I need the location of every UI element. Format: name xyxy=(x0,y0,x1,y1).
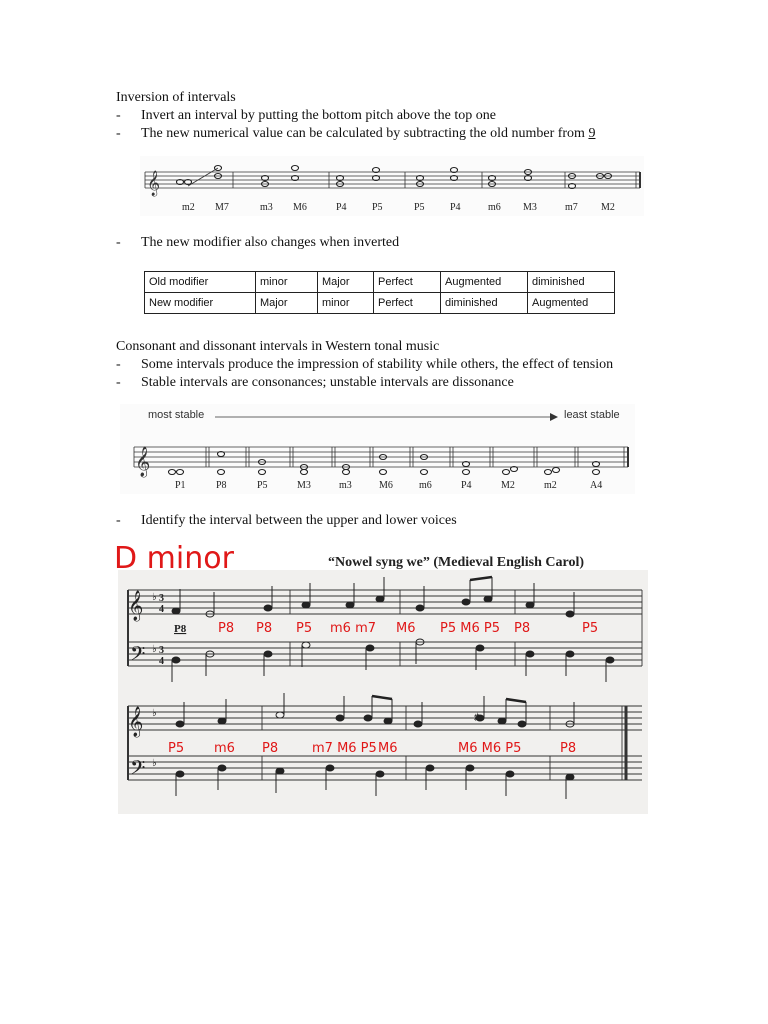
bullet-dash: - xyxy=(116,375,121,390)
flat-icon: ♭ xyxy=(152,592,157,603)
treble-clef-icon: 𝄞 xyxy=(128,707,144,736)
modifier-table-wrap xyxy=(144,271,615,314)
interval-label: A4 xyxy=(590,480,603,491)
interval-label: m6 xyxy=(488,202,501,213)
bullet-invert xyxy=(116,107,736,125)
most-stable-label: most stable xyxy=(148,409,205,421)
interval-label: P8 xyxy=(216,480,227,491)
treble-clef-icon: 𝄞 xyxy=(128,591,144,620)
interval-label: P1 xyxy=(175,480,186,491)
time-signature: 4 xyxy=(159,656,164,667)
interval-label: m7 xyxy=(565,202,578,213)
table-cell: minor xyxy=(318,293,374,314)
treble-clef-icon: 𝄞 xyxy=(147,170,161,195)
handwritten-annotation: M6 xyxy=(378,741,398,756)
table-cell: Augmented xyxy=(441,272,528,293)
handwritten-annotation: P5 M6 P5 xyxy=(440,621,500,636)
score-svg xyxy=(110,534,650,814)
bullet-dash: - xyxy=(116,235,121,250)
inversion-staff-figure xyxy=(140,156,644,216)
bullet-text: Invert an interval by putting the bottom pitch above the top one xyxy=(141,108,496,123)
least-stable-label: least stable xyxy=(564,409,620,421)
bullet-text xyxy=(141,125,595,143)
interval-label: m6 xyxy=(419,480,432,491)
flat-icon: ♭ xyxy=(152,758,157,769)
handwritten-annotation: m6 xyxy=(214,741,235,756)
handwritten-annotation: P8 xyxy=(256,621,273,636)
table-row xyxy=(145,272,615,293)
score-figure xyxy=(110,534,650,814)
printed-interval-label: P8 xyxy=(174,623,187,635)
handwritten-annotation: P8 xyxy=(514,621,531,636)
time-signature: 3 xyxy=(159,645,164,656)
bullet-text: Stable intervals are consonances; unstable intervals are dissonance xyxy=(141,375,514,390)
interval-label: P5 xyxy=(372,202,383,213)
flat-icon: ♭ xyxy=(152,644,157,655)
handwritten-annotation: P8 xyxy=(218,621,235,636)
handwritten-annotation: P5 xyxy=(582,621,599,636)
interval-label: M6 xyxy=(293,202,307,213)
table-cell: New modifier xyxy=(145,293,256,314)
time-signature: 4 xyxy=(159,604,164,615)
table-cell: diminished xyxy=(441,293,528,314)
bass-clef-icon: 𝄢 xyxy=(130,758,146,784)
number-nine: 9 xyxy=(588,126,596,141)
bullet-dash: - xyxy=(116,126,121,141)
bullet-text-main: The new numerical value can be calculated by subtracting the old number from xyxy=(141,126,589,141)
table-cell: diminished xyxy=(528,272,615,293)
section-title-inversion: Inversion of intervals xyxy=(116,90,236,105)
stability-figure xyxy=(120,404,635,494)
interval-label: m3 xyxy=(339,480,352,491)
handwritten-annotation: m6 m7 xyxy=(330,621,377,636)
bass-clef-icon: 𝄢 xyxy=(130,644,146,670)
flat-icon: ♭ xyxy=(152,708,157,719)
bullet-dash: - xyxy=(116,513,121,528)
treble-clef-icon: 𝄞 xyxy=(135,447,151,476)
handwritten-annotation: m7 M6 P5 xyxy=(312,741,377,756)
interval-label: m3 xyxy=(260,202,273,213)
interval-label: m2 xyxy=(182,202,195,213)
interval-label: P5 xyxy=(257,480,268,491)
bullet-dash: - xyxy=(116,357,121,372)
interval-label: M2 xyxy=(501,480,515,491)
bullet-stable xyxy=(116,374,736,392)
table-cell: minor xyxy=(256,272,318,293)
key-annotation: D minor xyxy=(114,541,234,576)
arrow-right-icon xyxy=(550,413,558,421)
handwritten-annotation: P5 xyxy=(296,621,313,636)
table-cell: Perfect xyxy=(374,272,441,293)
interval-label: M3 xyxy=(297,480,311,491)
interval-label: M2 xyxy=(601,202,615,213)
interval-label: M7 xyxy=(215,202,229,213)
table-cell: Old modifier xyxy=(145,272,256,293)
table-cell: Augmented xyxy=(528,293,615,314)
interval-label: P4 xyxy=(450,202,461,213)
bullet-impression xyxy=(116,356,736,374)
handwritten-annotation: M6 M6 P5 xyxy=(458,741,522,756)
interval-label: P4 xyxy=(461,480,472,491)
time-signature: 3 xyxy=(159,593,164,604)
section-title-consonance: Consonant and dissonant intervals in Western tonal music xyxy=(116,339,440,354)
interval-label: M6 xyxy=(379,480,393,491)
bullet-dash: - xyxy=(116,108,121,123)
bullet-identify xyxy=(116,512,736,530)
table-cell: Major xyxy=(256,293,318,314)
handwritten-annotation: M6 xyxy=(396,621,416,636)
handwritten-annotation: P5 xyxy=(168,741,185,756)
table-row xyxy=(145,293,615,314)
interval-label: P4 xyxy=(336,202,347,213)
sharp-icon: ♯ xyxy=(474,712,479,723)
interval-label: m2 xyxy=(544,480,557,491)
interval-label: P5 xyxy=(414,202,425,213)
bullet-modifier xyxy=(116,234,736,252)
inversion-staff xyxy=(140,156,644,216)
interval-label: M3 xyxy=(523,202,537,213)
modifier-table xyxy=(144,271,615,314)
bullet-text: Some intervals produce the impression of stability while others, the effect of tension xyxy=(141,357,614,372)
score-title: “Nowel syng we” (Medieval English Carol) xyxy=(328,555,585,570)
handwritten-annotation: P8 xyxy=(560,741,577,756)
handwritten-annotation: P8 xyxy=(262,741,279,756)
bullet-text: The new modifier also changes when inverted xyxy=(141,235,400,250)
table-cell: Major xyxy=(318,272,374,293)
table-cell: Perfect xyxy=(374,293,441,314)
bullet-text: Identify the interval between the upper and lower voices xyxy=(141,513,457,528)
bullet-numerical xyxy=(116,125,736,143)
